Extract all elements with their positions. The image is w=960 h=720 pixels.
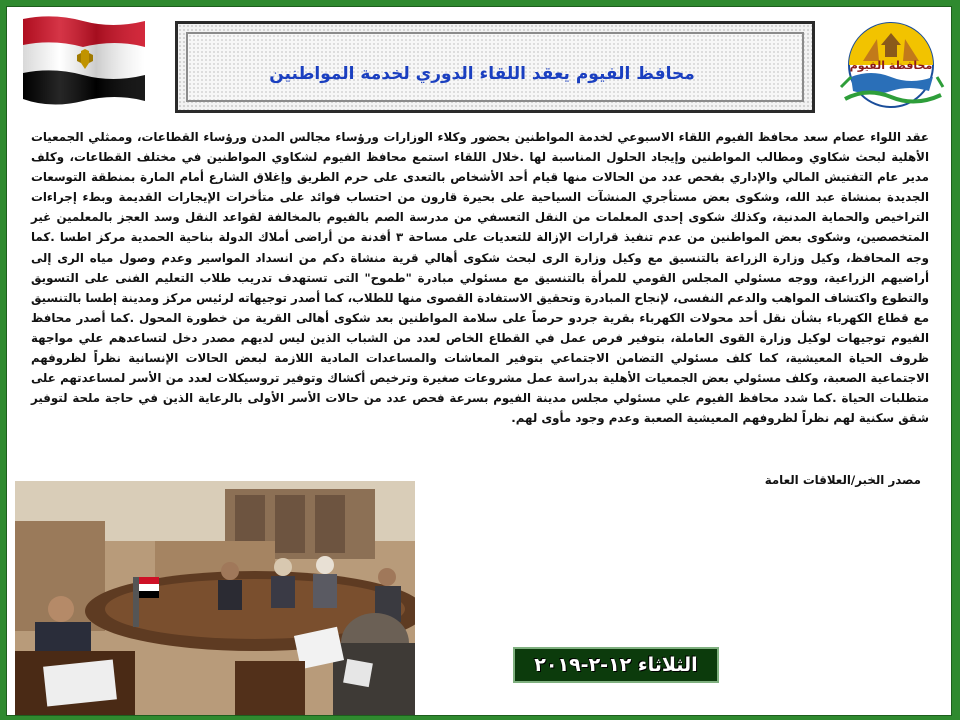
- page-frame: [6, 6, 952, 716]
- title-inner-frame: [186, 32, 804, 102]
- egypt-flag-icon: [21, 15, 147, 105]
- article-body: [31, 127, 929, 428]
- logo-text: محافظة الفيوم: [849, 59, 933, 72]
- fayoum-governorate-logo-icon: [837, 17, 945, 111]
- article-paragraph: عقد اللواء عصام سعد محافظ الفيوم اللقاء الاسبوعي لخدمة المواطنين بحضور وكلاء الوزارات ورؤساء مجالس المدن ورؤساء القطاعات، وممثلي الجمعيات الأهلية لبحث شكاوي ومطالب المواطنين وإيجاد الحلول المناسبة لها .خلال اللقاء استمع محافظ الفيوم لشكاوي المواطنين في مختلف القطاعات، وكلف مدير عام التفتيش المالي والإداري بفحص عدد من الحالات منها قيام أحد الأشخاص بالتعدى على حرم الطريق وإغلاق الشارع أمام المارة بمنطقة التوسعات الجديدة بمنشاة عبد الله، وشكوى بعض مستأجري المنشآت السياحية على بحيرة قارون من احتساب فوائد على متأخرات الإيجارات القديمة وبطء إجراءات التراخيص والحماية المدنية، وكذلك شكوى إحدى المعلمات من النقل التعسفي من مدرسة الصم بالفيوم بالمخالفة لقواعد النقل وسد العجز بالمعلمين غير المتخصصين، وشكوى بعض المواطنين من عدم تنفيذ قرارات الإزالة للتعديات على مساحة ٣ أفدنة من أراضى أملاك الدولة بناحية الحمدية مركز اطسا .كما وجه المحافظ، وكيل وزارة الزراعة بالتنسيق مع وكيل وزارة الرى لبحث شكوى أهالي قرية منشاة دكم من انسداد المواسير وعدم وصول مياه الرى إلى أراضيهم الزراعية، ووجه مسئولي المجلس القومي للمرأة بالتنسيق مع مسئولي مبادرة "طموح" التى تستهدف تدريب طلاب التعليم الفنى على التسويق والتطوع واكتشاف المواهب والدعم النفسى، لإنجاح المبادرة وتحقيق الاستفادة القصوى منها للطلاب، كما أصدر توجيهاته لرئيس مركز ومدينة إطسا بالتنسيق مع قطاع الكهرباء بشأن نقل أحد محولات الكهرباء بقرية جردو حرصاً على سلامة المواطنين بعد شكوى أهالى القرية من خطورة المحول .كما أصدر محافظ الفيوم توجيهات لوكيل وزارة القوى العاملة، بتوفير فرص عمل في القطاع الخاص لعدد من الشباب الذين ليس لديهم مصدر دخل لتساعدهم علي مواجهة ظروف الحياة المعيشية، كما كلف مسئولي التضامن الاجتماعي بتوفير المعاشات والمساعدات المادية اللازمة لبعض الحالات الإنسانية نظراً لظروفهم الاجتماعية الصعبة، وكلف مسئولي بعض الجمعيات الأهلية بدراسة عمل مشروعات صغيرة وترخيص أكشاك وتوفير تروسيكلات لعدد من الأسر لمساعدتهم على متطلبات الحياة .كما شدد محافظ الفيوم علي مسئولي مجلس مدينة الفيوم بسرعة فحص عدد من حالات الأسر الأولى بالرعاية الذين في حاجة ملحة لتوفير شقق سكنية لهم نظراً لظروفهم المعيشية الصعبة وعدم وجود مأوى لهم.: [31, 130, 929, 426]
- date-label: الثلاثاء ١٢-٢-٢٠١٩: [534, 654, 698, 676]
- date-banner: [513, 647, 719, 683]
- meeting-photo: [15, 481, 415, 715]
- title-frame: [175, 21, 815, 113]
- news-source: مصدر الخبر/العلاقات العامة: [764, 473, 921, 487]
- page-title: محافظ الفيوم يعقد اللقاء الدوري لخدمة المواطنين: [269, 64, 695, 84]
